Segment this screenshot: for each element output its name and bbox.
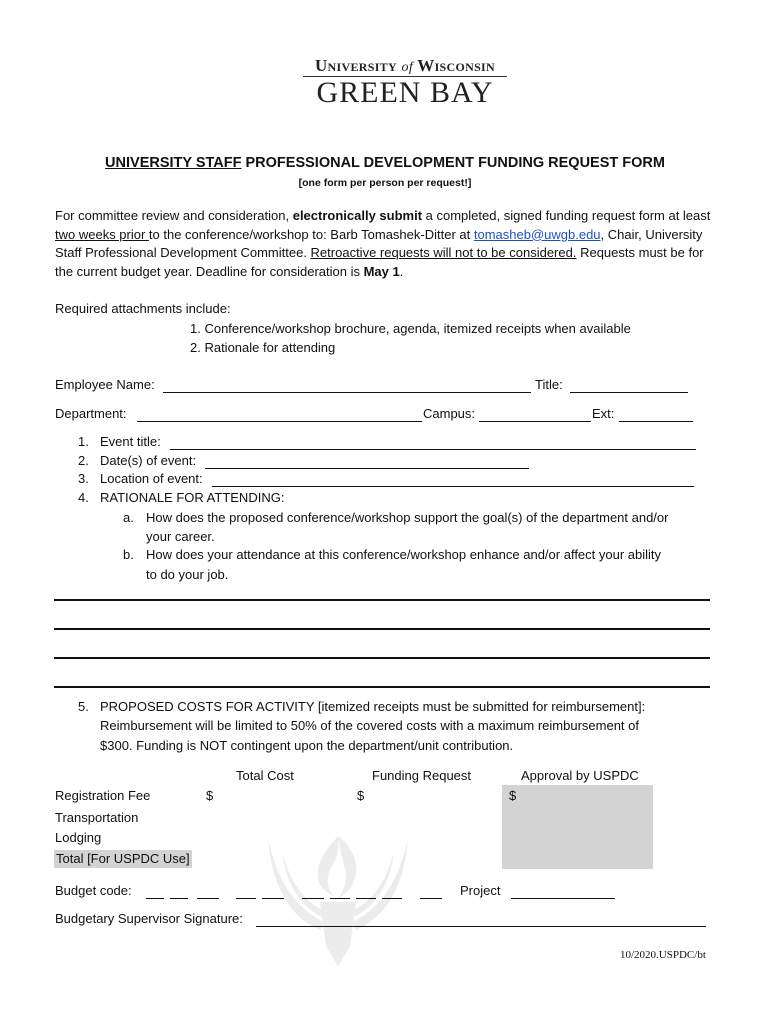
title-rest: PROFESSIONAL DEVELOPMENT FUNDING REQUEST FORM — [241, 155, 665, 171]
budget-code-field[interactable] — [262, 898, 284, 899]
question-a-text: How does the proposed conference/workshop support the goal(s) of the department and/or — [146, 510, 669, 525]
intro-text: a completed, signed funding request form at least — [422, 208, 711, 223]
approval-box — [502, 785, 653, 869]
employee-name-label: Employee Name: — [55, 377, 155, 392]
event-location-field[interactable] — [212, 486, 694, 487]
intro-underlined: two weeks prior — [55, 226, 149, 242]
answer-line[interactable] — [54, 599, 710, 601]
intro-text: , Chair, University Staff Professional Development Committee. — [55, 226, 703, 261]
dollar-sign: $ — [206, 788, 214, 803]
rationale-heading: RATIONALE FOR ATTENDING: — [100, 490, 285, 505]
intro-paragraph — [55, 207, 720, 281]
department-field[interactable] — [137, 421, 422, 422]
intro-underlined: Retroactive requests will not to be considered. — [310, 245, 577, 261]
form-subtitle: [one form per person per request!] — [298, 177, 472, 189]
employee-name-field[interactable] — [163, 392, 531, 393]
budget-code-field[interactable] — [420, 898, 442, 899]
costs-text: $300. Funding is NOT contingent upon the department/unit contribution. — [100, 738, 514, 753]
costs-text: Reimbursement will be limited to 50% of the covered costs with a maximum reimbursement of — [100, 718, 639, 733]
intro-bold: electronically submit — [292, 208, 423, 223]
answer-line[interactable] — [54, 628, 710, 630]
budget-code-field[interactable] — [146, 898, 164, 899]
costs-heading: PROPOSED COSTS FOR ACTIVITY [itemized receipts must be submitted for reimbursement]: — [100, 699, 646, 714]
event-dates-field[interactable] — [205, 468, 529, 469]
row-transportation: Transportation — [55, 810, 139, 825]
budget-code-field[interactable] — [197, 898, 219, 899]
logo-word-wisconsin: Wisconsin — [417, 56, 495, 75]
answer-line[interactable] — [54, 657, 710, 659]
attachment-item: 1. Conference/workshop brochure, agenda, itemized receipts when available — [190, 321, 631, 336]
signature-field[interactable] — [256, 926, 706, 927]
ext-field[interactable] — [619, 421, 693, 422]
list-number: 3. — [78, 471, 89, 486]
document-code: 10/2020.USPDC/bt — [620, 949, 706, 961]
attachment-item: 2. Rationale for attending — [190, 340, 336, 355]
dollar-sign: $ — [357, 788, 365, 803]
event-location-label: Location of event: — [100, 471, 203, 486]
budget-code-field[interactable] — [302, 898, 324, 899]
budget-code-field[interactable] — [330, 898, 350, 899]
attachments-heading: Required attachments include: — [55, 301, 231, 316]
campus-label: Campus: — [423, 406, 476, 421]
intro-text: to the conference/workshop to: Barb Tomashek-Ditter at — [148, 226, 474, 242]
campus-field[interactable] — [479, 421, 591, 422]
dollar-sign: $ — [509, 788, 517, 803]
list-number: 4. — [78, 490, 89, 505]
project-label: Project — [460, 883, 501, 898]
budget-code-field[interactable] — [382, 898, 402, 899]
question-b-text: to do your job. — [146, 567, 229, 582]
logo-word-university: University — [314, 56, 397, 75]
logo-university-line — [302, 56, 508, 76]
phoenix-watermark-icon — [258, 818, 418, 968]
ext-label: Ext: — [592, 406, 615, 421]
intro-text: . — [399, 263, 404, 279]
question-letter: b. — [123, 547, 134, 562]
budget-code-label: Budget code: — [55, 883, 132, 898]
row-total: Total [For USPDC Use] — [56, 851, 190, 866]
intro-text: Requests must be for the current budget year. Deadline for consideration is — [55, 245, 704, 279]
logo-word-of: of — [401, 60, 414, 75]
logo-green-bay: GREEN BAY — [316, 76, 494, 109]
question-a-text: your career. — [146, 529, 215, 544]
project-field[interactable] — [511, 898, 615, 899]
answer-line[interactable] — [54, 686, 710, 688]
event-dates-label: Date(s) of event: — [100, 453, 197, 468]
budget-code-field[interactable] — [236, 898, 256, 899]
intro-text: For committee review and consideration, — [55, 208, 293, 223]
email-link[interactable]: tomasheb@uwgb.edu — [473, 226, 601, 242]
form-title — [0, 155, 770, 171]
col-total-cost: Total Cost — [236, 768, 294, 783]
budget-code-field[interactable] — [170, 898, 188, 899]
col-funding-request: Funding Request — [372, 768, 472, 783]
signature-label: Budgetary Supervisor Signature: — [55, 911, 243, 926]
title-field[interactable] — [570, 392, 688, 393]
row-registration-fee: Registration Fee — [55, 788, 151, 803]
list-number: 5. — [78, 699, 89, 714]
col-approval: Approval by USPDC — [521, 768, 639, 783]
title-label: Title: — [535, 377, 563, 392]
question-letter: a. — [123, 510, 134, 525]
list-number: 2. — [78, 453, 89, 468]
row-lodging: Lodging — [55, 830, 102, 845]
department-label: Department: — [55, 406, 127, 421]
title-underlined-part: UNIVERSITY STAFF — [105, 155, 242, 171]
budget-code-field[interactable] — [356, 898, 376, 899]
list-number: 1. — [78, 434, 89, 449]
event-title-field[interactable] — [170, 449, 696, 450]
event-title-label: Event title: — [100, 434, 161, 449]
deadline-date: May 1 — [363, 263, 400, 279]
question-b-text: How does your attendance at this conference/workshop enhance and/or affect your ability — [146, 547, 662, 562]
